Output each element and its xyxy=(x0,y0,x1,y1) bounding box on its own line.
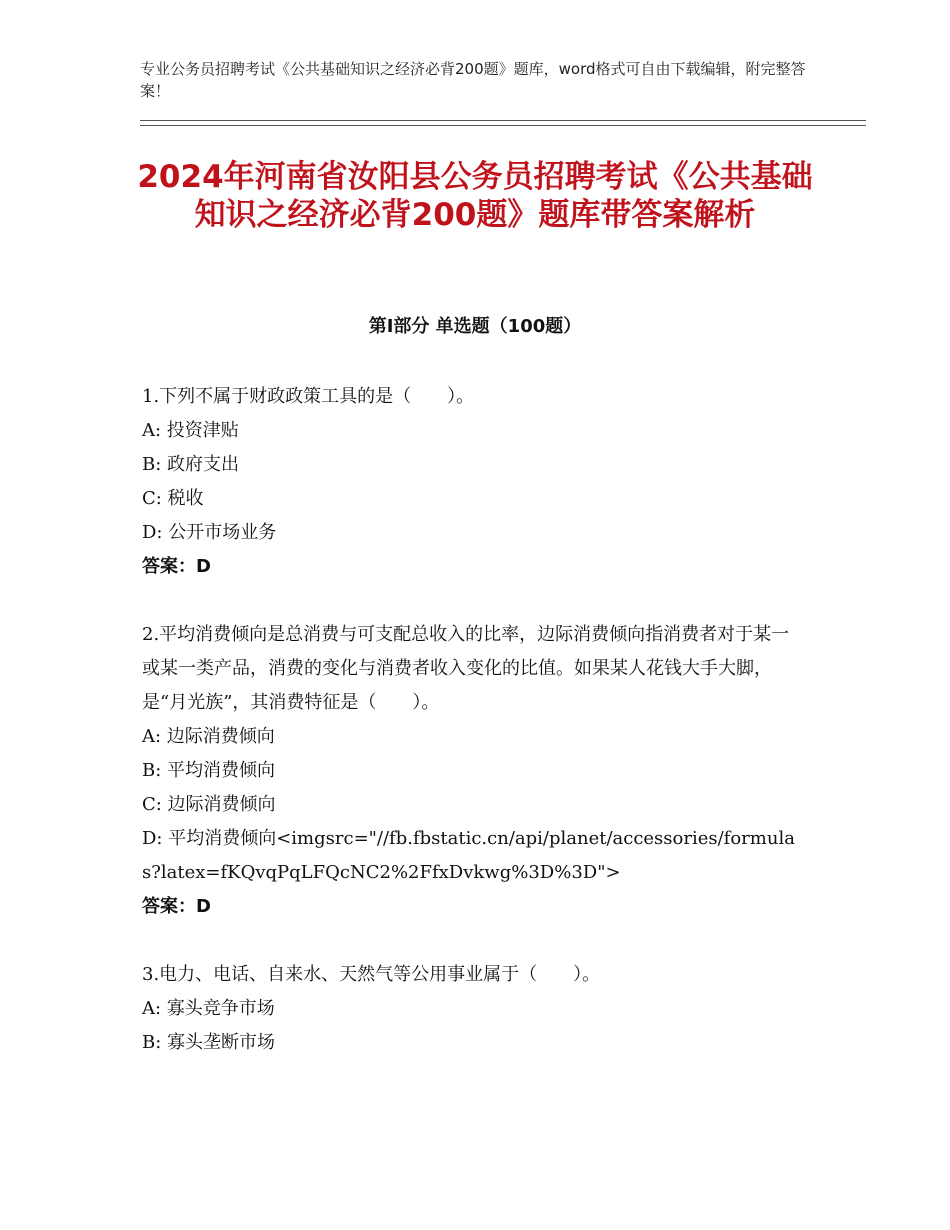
option-b: B: 政府支出 xyxy=(142,454,240,475)
option-b: B: 平均消费倾向 xyxy=(142,760,276,781)
option-a: A: 边际消费倾向 xyxy=(142,726,275,747)
question-stem: 2.平均消费倾向是总消费与可支配总收入的比率，边际消费倾向指消费者对于某一或某一类产品，消费的变化与消费者收入变化的比值。如果某人花钱大手大脚，是“月光族”，其消费特征是（ ）。 xyxy=(142,624,790,713)
answer-line: 答案：D xyxy=(142,556,211,577)
question-1 xyxy=(142,380,802,584)
header-note: 专业公务员招聘考试《公共基础知识之经济必背200题》题库，word格式可自由下载编辑，附完整答案！ xyxy=(140,60,806,100)
section-heading: 第Ⅰ部分 单选题（100题） xyxy=(368,316,582,337)
question-stem: 1.下列不属于财政政策工具的是（ ）。 xyxy=(142,386,475,407)
option-c: C: 税收 xyxy=(142,488,204,509)
option-a: A: 寡头竞争市场 xyxy=(142,998,275,1019)
option-c: C: 边际消费倾向 xyxy=(142,794,276,815)
document-title: 2024年河南省汝阳县公务员招聘考试《公共基础知识之经济必背200题》题库带答案解析 xyxy=(137,159,813,233)
option-b: B: 寡头垄断市场 xyxy=(142,1032,276,1053)
option-a: A: 投资津贴 xyxy=(142,420,239,441)
answer-line: 答案：D xyxy=(142,896,211,917)
question-stem: 3.电力、电话、自来水、天然气等公用事业属于（ ）。 xyxy=(142,964,601,985)
question-2 xyxy=(142,618,802,924)
option-d: D: 平均消费倾向<imgsrc="//fb.fbstatic.cn/api/planet/accessories/formulas?latex=fKQvqPqLFQcNC2%2FfxDvkwg%3D%3D"> xyxy=(142,828,795,883)
option-d: D: 公开市场业务 xyxy=(142,522,277,543)
question-3 xyxy=(142,958,802,1060)
header-divider xyxy=(140,120,866,126)
question-list xyxy=(142,380,802,1094)
